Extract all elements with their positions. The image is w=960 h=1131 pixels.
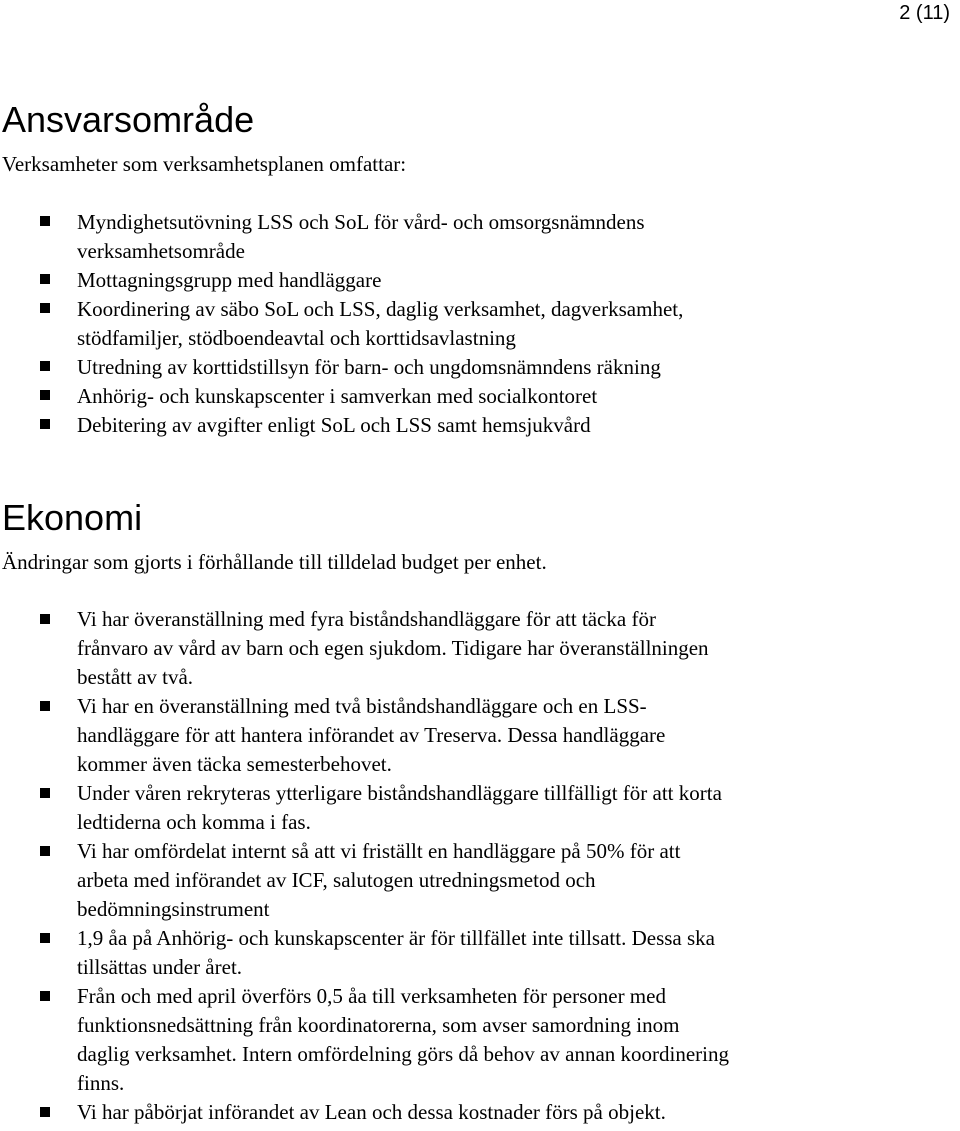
- list-item-text: Vi har en överanställning med två biståndshandläggare och en LSS-handläggare för att hantera införandet av Treserva. Dessa handläggare kommer även täcka semesterbehovet.: [77, 694, 666, 776]
- bullet-square-icon: [40, 216, 50, 226]
- list-item-text: Utredning av korttidstillsyn för barn- och ungdomsnämndens räkning: [77, 355, 661, 379]
- list-item: [0, 295, 760, 353]
- bullet-square-icon: [40, 788, 50, 798]
- bullet-square-icon: [40, 614, 50, 624]
- section-heading-responsibility: Ansvarsområde: [2, 99, 255, 140]
- section-heading-economy: Ekonomi: [2, 497, 143, 538]
- list-item: [0, 382, 760, 411]
- list-item: [0, 411, 760, 440]
- bullet-square-icon: [40, 846, 50, 856]
- bullet-square-icon: [40, 933, 50, 943]
- bullet-square-icon: [40, 303, 50, 313]
- list-item: [0, 837, 730, 924]
- section-intro-responsibility: Verksamheter som verksamhetsplanen omfattar:: [2, 152, 407, 176]
- list-item-text: Under våren rekryteras ytterligare biståndshandläggare tillfälligt för att korta ledtiderna och komma i fas.: [77, 781, 722, 834]
- economy-list: [0, 605, 730, 1127]
- list-item: [0, 266, 760, 295]
- bullet-square-icon: [40, 701, 50, 711]
- list-item: [0, 1098, 730, 1127]
- section-intro-economy: Ändringar som gjorts i förhållande till tilldelad budget per enhet.: [2, 550, 547, 574]
- list-item-text: Från och med april överförs 0,5 åa till verksamheten för personer med funktionsnedsättning från koordinatorerna, som avser samordning inom daglig verksamhet. Intern omfördelning görs då behov av annan koordinering finns.: [77, 984, 729, 1095]
- list-item: [0, 353, 760, 382]
- list-item-text: Vi har påbörjat införandet av Lean och dessa kostnader förs på objekt.: [77, 1100, 666, 1124]
- list-item-text: Debitering av avgifter enligt SoL och LSS samt hemsjukvård: [77, 413, 591, 437]
- list-item-text: Mottagningsgrupp med handläggare: [77, 268, 382, 292]
- bullet-square-icon: [40, 991, 50, 1001]
- bullet-square-icon: [40, 1107, 50, 1117]
- list-item: [0, 605, 730, 692]
- list-item-text: Koordinering av säbo SoL och LSS, daglig verksamhet, dagverksamhet, stödfamiljer, stödboendeavtal och korttidsavlastning: [77, 297, 684, 350]
- bullet-square-icon: [40, 419, 50, 429]
- bullet-square-icon: [40, 274, 50, 284]
- list-item: [0, 692, 730, 779]
- bullet-square-icon: [40, 390, 50, 400]
- list-item-text: Anhörig- och kunskapscenter i samverkan med socialkontoret: [77, 384, 598, 408]
- list-item: [0, 208, 760, 266]
- list-item-text: Myndighetsutövning LSS och SoL för vård- och omsorgsnämndens verksamhetsområde: [77, 210, 645, 263]
- bullet-square-icon: [40, 361, 50, 371]
- list-item-text: Vi har överanställning med fyra biståndshandläggare för att täcka för frånvaro av vård av barn och egen sjukdom. Tidigare har överanställningen bestått av två.: [77, 607, 709, 689]
- page-number: 2 (11): [899, 2, 950, 24]
- list-item-text: 1,9 åa på Anhörig- och kunskapscenter är för tillfället inte tillsatt. Dessa ska tillsättas under året.: [77, 926, 715, 979]
- list-item: [0, 982, 730, 1098]
- responsibility-list: [0, 208, 760, 440]
- list-item: [0, 779, 730, 837]
- list-item: [0, 924, 730, 982]
- list-item-text: Vi har omfördelat internt så att vi friställt en handläggare på 50% för att arbeta med införandet av ICF, salutogen utredningsmetod och bedömningsinstrument: [77, 839, 681, 921]
